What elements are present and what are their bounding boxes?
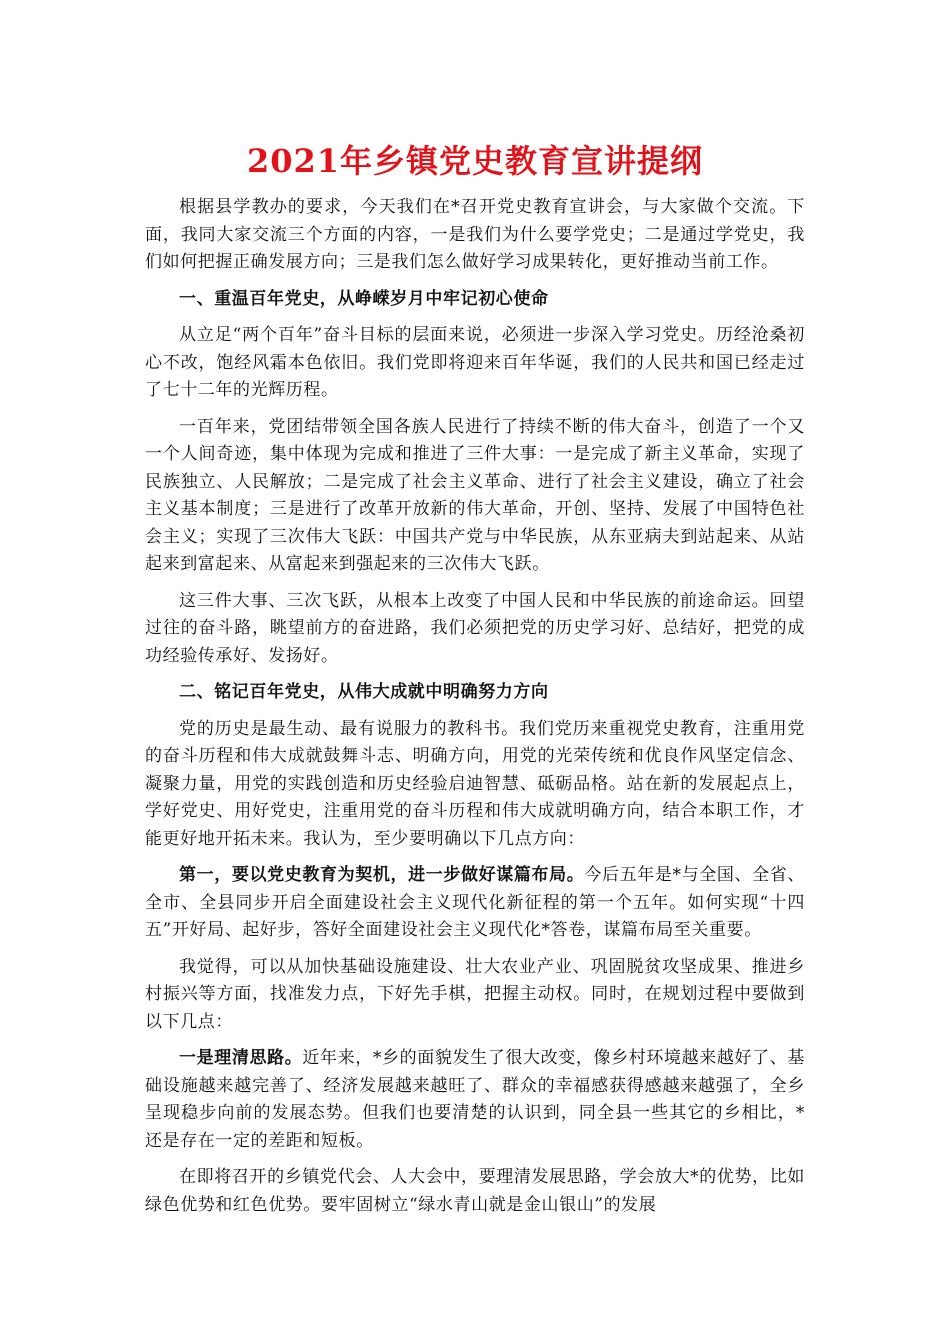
body-paragraph: 从立足“两个百年”奋斗目标的层面来说，必须进一步深入学习党史。历经沧桑初心不改，饱经风霜本色依旧。我们党即将迎来百年华诞，我们的人民共和国已经走过了七十二年的光辉历程。 bbox=[145, 325, 805, 400]
intro-paragraph: 根据县学教办的要求，今天我们在*召开党史教育宣讲会，与大家做个交流。下面，我同大家交流三个方面的内容，一是我们为什么要学党史；二是通过学党史，我们如何把握正确发展方向；三是我们怎么做好学习成果转化，更好推动当前工作。 bbox=[145, 197, 805, 272]
body-paragraph: 这三件大事、三次飞跃，从根本上改变了中国人民和中华民族的前途命运。回望过往的奋斗路，眺望前方的奋进路，我们必须把党的历史学习好、总结好，把党的成功经验传承好、发扬好。 bbox=[145, 590, 805, 666]
point-lead-text: 一是理清思路。 bbox=[179, 1048, 303, 1068]
document-page bbox=[145, 138, 805, 1228]
body-paragraph: 一百年来，党团结带领全国各族人民进行了持续不断的伟大奋斗，创造了一个又一个人间奇迹，集中体现为完成和推进了三件大事：一是完成了新主义革命，实现了民族独立、人民解放；二是完成了社会主义革命、进行了社会主义建设，确立了社会主义基本制度；三是进行了改革开放新的伟大革命，开创、坚持、发展了中国特色社会主义；实现了三次伟大飞跃：中国共产党与中华民族，从东亚病夫到站起来、从站起来到富起来、从富起来到强起来的三次伟大飞跃。 bbox=[145, 416, 805, 574]
point-paragraph-clarify bbox=[145, 1045, 805, 1155]
point-paragraph-first bbox=[145, 862, 805, 945]
point-body-text: 今后五年是*与全国、全省、全市、全县同步开启全面建设社会主义现代化新征程的第一个五年。如何实现“十四五”开好局、起好步，答好全面建设社会主义现代化*答卷，谋篇布局至关重要。 bbox=[145, 865, 805, 940]
section-heading-1: 一、重温百年党史，从峥嵘岁月中牢记初心使命 bbox=[179, 288, 549, 309]
document-title: 2021年乡镇党史教育宣讲提纲 bbox=[246, 142, 704, 180]
body-paragraph: 党的历史是最生动、最有说服力的教科书。我们党历来重视党史教育，注重用党的奋斗历程和伟大成就鼓舞斗志、明确方向，用党的光荣传统和优良作风坚定信念、凝聚力量，用党的实践创造和历史经验启迪智慧、砥砺品格。站在新的发展起点上，学好党史、用好党史，注重用党的奋斗历程和伟大成就明确方向，结合本职工作，才能更好地开拓未来。我认为，至少要明确以下几点方向： bbox=[145, 718, 805, 849]
point-lead-text: 第一，要以党史教育为契机，进一步做好谋篇布局。 bbox=[179, 865, 585, 885]
section-heading-2: 二、铭记百年党史，从伟大成就中明确努力方向 bbox=[179, 682, 549, 702]
body-paragraph: 我觉得，可以从加快基础设施建设、壮大农业产业、巩固脱贫攻坚成果、推进乡村振兴等方面，找准发力点，下好先手棋，把握主动权。同时，在规划过程中要做到以下几点： bbox=[145, 956, 805, 1032]
point-body-text: 近年来，*乡的面貌发生了很大改变，像乡村环境越来越好了、基础设施越来越完善了、经济发展越来越旺了、群众的幸福感获得感越来越强了，全乡呈现稳步向前的发展态势。但我们也要清楚的认识到，同全县一些其它的乡相比，*还是存在一定的差距和短板。 bbox=[145, 1048, 806, 1151]
body-paragraph: 在即将召开的乡镇党代会、人大会中，要理清发展思路，学会放大*的优势，比如绿色优势和红色优势。要牢固树立“绿水青山就是金山银山”的发展 bbox=[145, 1167, 805, 1215]
